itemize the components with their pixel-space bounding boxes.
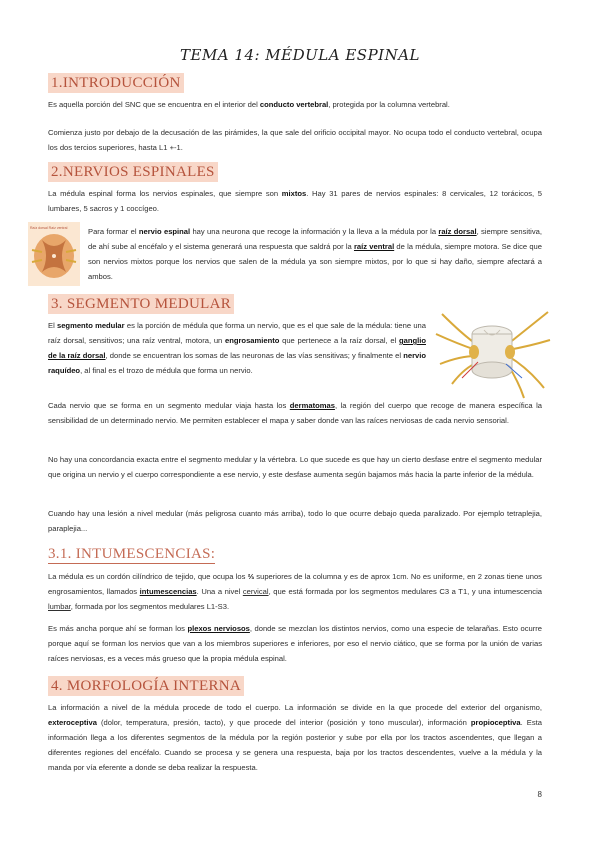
heading-intumescencias: 3.1. INTUMESCENCIAS: [48,546,216,562]
intumescencias-paragraph-1: La médula es un cordón cilíndrico de tejido, que ocupa los ⅔ superiores de la columna y es de aprox 1cm. No es uniforme, en 2 zonas tiene unos engrosamientos, llamados intumescencias. Una a nivel cervical, que está formada por los segmentos medulares C3 a T1, y una intumescencia lumbar, formada por los segmentos medulares L1-S3. [48,572,542,611]
heading-morfologia-interna: 4. MORFOLOGÍA INTERNA [48,676,244,696]
image-label: Raíz dorsal Raíz ventral [30,226,68,230]
page-number: 8 [537,790,542,799]
nervios-paragraph-1: La médula espinal forma los nervios espinales, que siempre son mixtos. Hay 31 pares de nervios espinales: 8 cervicales, 12 torácicos, 5 lumbares, 5 sacros y 1 coccígeo. [48,189,542,213]
heading-introduccion: 1.INTRODUCCIÓN [48,73,184,93]
page-title: TEMA 14: MÉDULA ESPINAL [179,46,421,64]
segmento-paragraph-2: Cada nervio que se forma en un segmento medular viaja hasta los dermatomas, la región del cuerpo que recoge de manera específica la sensibilidad de un determinado nervio. Me permiten establecer el mapa y saber donde van las raíces nerviosas de cada nervio sensorial. [48,401,542,425]
intro-paragraph-2: Comienza justo por debajo de la decusación de las pirámides, la que sale del orificio occipital mayor. No ocupa todo el conducto vertebral, ocupa los dos tercios superiores, hasta L1 +-1. [48,128,542,152]
spinal-cord-cross-section-image [28,222,80,286]
segmento-paragraph-3: No hay una concordancia exacta entre el segmento medular y la vértebra. Lo que sucede es que hay un cierto desfase entre el segmento medular que origina un nervio y el cuerpo correspondiente a ese nervio, y este desfase aumenta según bajamos más hacia la parte inferior de la médula. [48,455,542,479]
spinal-segment-illustration [432,304,552,400]
intumescencias-paragraph-2: Es más ancha porque ahí se forman los plexos nerviosos, donde se mezclan los distintos nervios, como una especie de telarañas. Esto ocurre porque aquí se forman los nervios que van a los miembros superiores e inferiores, por eso el nervio ciático, que se forma por la unión de varias raíces nerviosas, es a veces más grueso que la propia médula espinal. [48,624,543,663]
segmento-paragraph-4: Cuando hay una lesión a nivel medular (más peligrosa cuanto más arriba), todo lo que ocurre debajo queda paralizado. Por ejemplo tetraplejia, paraplejia... [48,509,542,533]
segmento-paragraph-1: El segmento medular es la porción de médula que forma un nervio, que es el que sale de la médula: tiene una raíz dorsal, sensitivos; una raíz ventral, motora, un engrosamiento que pertenece a la raíz dorsal, el ganglio de la raíz dorsal, donde se encuentran los somas de las neuronas de las vías sensitivas; y finalmente el nervio raquídeo, al final es el trozo de médula que forma un nervio. [48,321,426,375]
intro-paragraph-1: Es aquella porción del SNC que se encuentra en el interior del conducto vertebral, protegida por la columna vertebral. [48,100,450,109]
morfologia-paragraph-1: La información a nivel de la médula procede de todo el cuerpo. La información se divide en la que procede del exterior del organismo, exteroceptiva (dolor, temperatura, presión, tacto), y que procede del interior (posición y tono muscular), información propioceptiva. Esta información llega a los diferentes segmentos de la médula por la región posterior y sube por ella por los tractos ascendentes, que llegan a diferentes regiones del encéfalo. Cuando se procesa y se genera una respuesta, baja por los tractos descendentes, vuelve a la médula y la manda por vía eferente a donde se deba realizar la respuesta. [48,703,542,772]
heading-segmento-medular: 3. SEGMENTO MEDULAR [48,294,234,314]
nervios-paragraph-2: Para formar el nervio espinal hay una neurona que recoge la información y la lleva a la médula por la raíz dorsal, siempre sensitiva, de ahí sube al encéfalo y el sistema generará una respuesta que saldrá por la raíz ventral de la médula, siempre motora. Se dice que son nervios mixtos porque los nervios que salen de la médula ya son siempre mixtos, por lo que si hay daño, siempre afectará a ambos. [88,227,542,281]
heading-nervios-espinales: 2.NERVIOS ESPINALES [48,162,218,182]
